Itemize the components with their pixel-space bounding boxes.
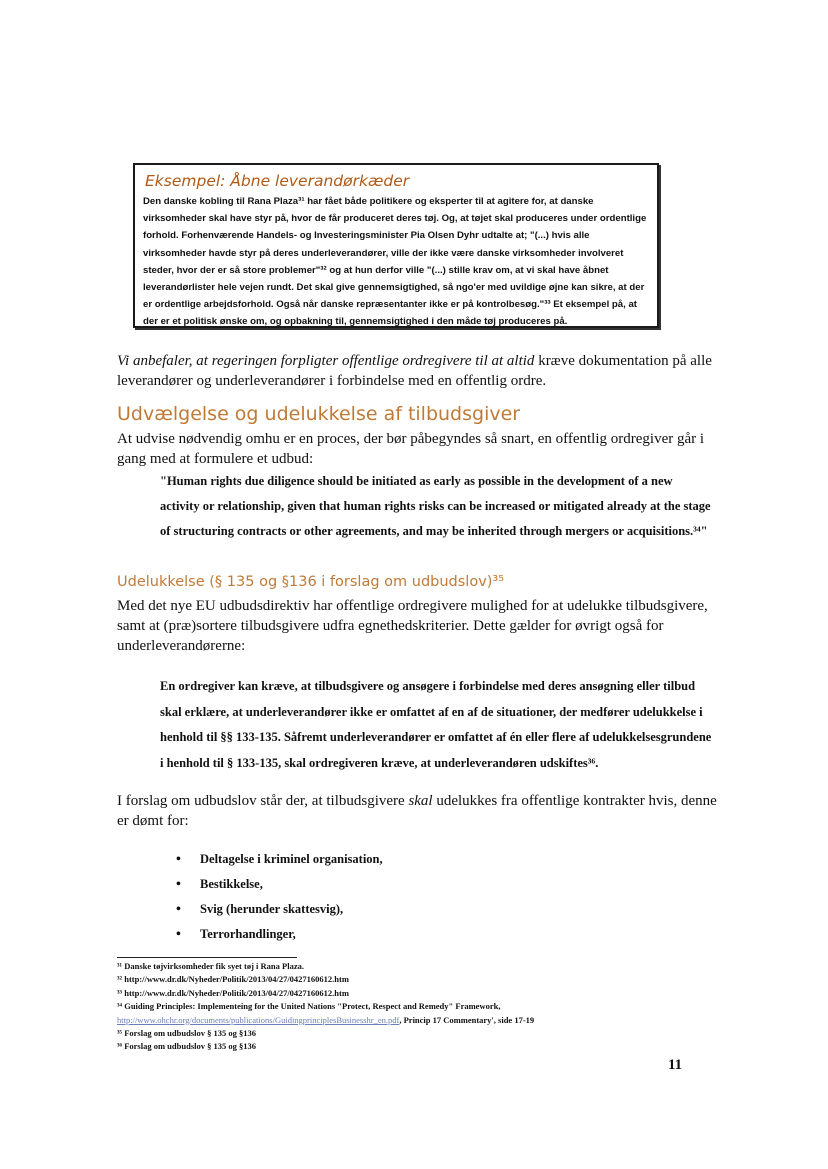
paragraph-line: samt at (præ)sortere tilbudsgivere udfra egnethedskriterier. Dette gælder for øvrigt også for (117, 618, 664, 634)
paragraph-line: underleverandørerne: (117, 638, 246, 654)
section-heading-selection: Udvælgelse og udelukkelse af tilbudsgiver (117, 403, 521, 425)
footnote: ³³ http://www.dr.dk/Nyheder/Politik/2013/04/27/0427160612.htm (117, 987, 349, 998)
list-item: • Terrorhandlinger, (176, 922, 383, 947)
section-paragraph (117, 596, 708, 656)
footnote-link-suffix: , Princip 17 Commentary', side 17-19 (399, 1014, 535, 1025)
section-paragraph (117, 429, 705, 469)
example-box-line: virksomheder havde styr på deres underleverandører, ville der ikke være danske virksomheder involveret (143, 247, 624, 259)
example-box-title: Eksempel: Åbne leverandørkæder (145, 172, 410, 190)
quote-line: henhold til §§ 133-135. Såfremt underleverandører er omfattet af én eller flere af udelukkelsesgrundene (160, 730, 712, 744)
footnote: ³⁶ Forslag om udbudslov § 135 og §136 (117, 1041, 256, 1052)
footnotes (117, 960, 534, 1054)
quote-line: activity or relationship, given that human rights risks can be increased or mitigated already at the stage (160, 499, 711, 513)
intro-emphasis: skal (408, 793, 433, 809)
footnote: ³⁵ Forslag om udbudslov § 135 og §136 (117, 1028, 256, 1039)
intro-text: I forslag om udbudslov står der, at tilbudsgivere (117, 793, 409, 809)
block-quote (160, 469, 711, 544)
quote-line: "Human rights due diligence should be initiated as early as possible in the development of a new (160, 474, 673, 488)
footnote: ³¹ Danske tøjvirksomheder fik syet tøj i Rana Plaza. (117, 961, 304, 971)
quote-line: skal erklære, at underleverandører ikke er omfattet af en af de situationer, der medfører udelukkelse i (160, 704, 703, 719)
quote-line: En ordregiver kan kræve, at tilbudsgivere og ansøgere i forbindelse med deres ansøgning eller tilbud (160, 679, 696, 693)
recommendation-line: leverandører og underleverandører i forbindelse med en offentlig ordre. (117, 373, 547, 389)
example-box-text (143, 193, 649, 331)
recommendation-italic: Vi anbefaler, at regeringen forpligter offentlige ordregivere til at altid (117, 353, 535, 369)
list-item: • Bestikkelse, (176, 872, 383, 897)
example-box-line: der er et politisk ønske om, og opbakning til, gennemsigtighed i den måde tøj produceres på. (143, 316, 568, 328)
footnote: ³² http://www.dr.dk/Nyheder/Politik/2013/04/27/0427160612.htm (117, 974, 349, 985)
example-box-line: virksomheder skal have styr på, hvor de får produceret deres tøj. Og, at tøjet skal produceres under ordentlige (143, 213, 647, 225)
example-box-line: steder, hvor der er så store problemer"³² og at hun derfor ville "(...) stille krav om, at vi skal have åbnet (143, 264, 609, 276)
list-item: • Svig (herunder skattesvig), (176, 897, 383, 922)
quote-line: i henhold til § 133-135, skal ordregiveren kræve, at underleverandøren udskiftes³⁶. (160, 755, 599, 770)
recommendation (117, 351, 712, 391)
example-box-line: Den danske kobling til Rana Plaza³¹ har fået både politikere og eksperter til at agitere for, at danske (143, 196, 594, 207)
paragraph-line: gang med at formulere et udbud: (117, 451, 314, 467)
footnote: ³⁴ Guiding Principles: Implementeing for the United Nations "Protect, Respect and Remedy" Framework, (117, 1001, 501, 1012)
footnote-divider (117, 957, 297, 958)
example-box (133, 163, 659, 328)
intro-text: udelukkes fra offentlige kontrakter hvis, denne (432, 793, 717, 809)
section-heading-exclusion: Udelukkelse (§ 135 og §136 i forslag om udbudslov)³⁵ (117, 574, 505, 590)
bullet-list (176, 847, 383, 947)
recommendation-rest: kræve dokumentation på alle (534, 353, 712, 369)
page-number: 11 (668, 1057, 683, 1073)
paragraph-line: At udvise nødvendig omhu er en proces, der bør påbegyndes så snart, en offentlig ordregiver går i (117, 431, 705, 447)
section-paragraph (117, 791, 717, 831)
quote-line: of structuring contracts or other agreements, and may be inherited through mergers or acquisitions.³⁴" (160, 524, 708, 538)
example-box-line: forhold. Forhenværende Handels- og Investeringsminister Pia Olsen Dyhr udtalte at; "(...) hvis alle (143, 230, 590, 242)
example-box-line: er ordentlige arbejdsforhold. Også når danske repræsentanter ikke er på kontrolbesøg."³³ Et eksempel på, at (143, 299, 637, 311)
footnote-link[interactable]: http://www.ohchr.org/documents/publications/GuidingprinciplesBusinesshr_en.pdf (117, 1014, 400, 1025)
block-quote (160, 674, 711, 776)
paragraph-line: er dømt for: (117, 813, 189, 829)
example-box-line: leverandørlister hele vejen rundt. Det skal give gennemsigtighed, så ngo'er med uvildige øjne kan sikre, at der (143, 282, 645, 294)
paragraph-line: Med det nye EU udbudsdirektiv har offentlige ordregivere mulighed for at udelukke tilbudsgivere, (117, 598, 708, 614)
list-item: • Deltagelse i kriminel organisation, (176, 847, 383, 872)
